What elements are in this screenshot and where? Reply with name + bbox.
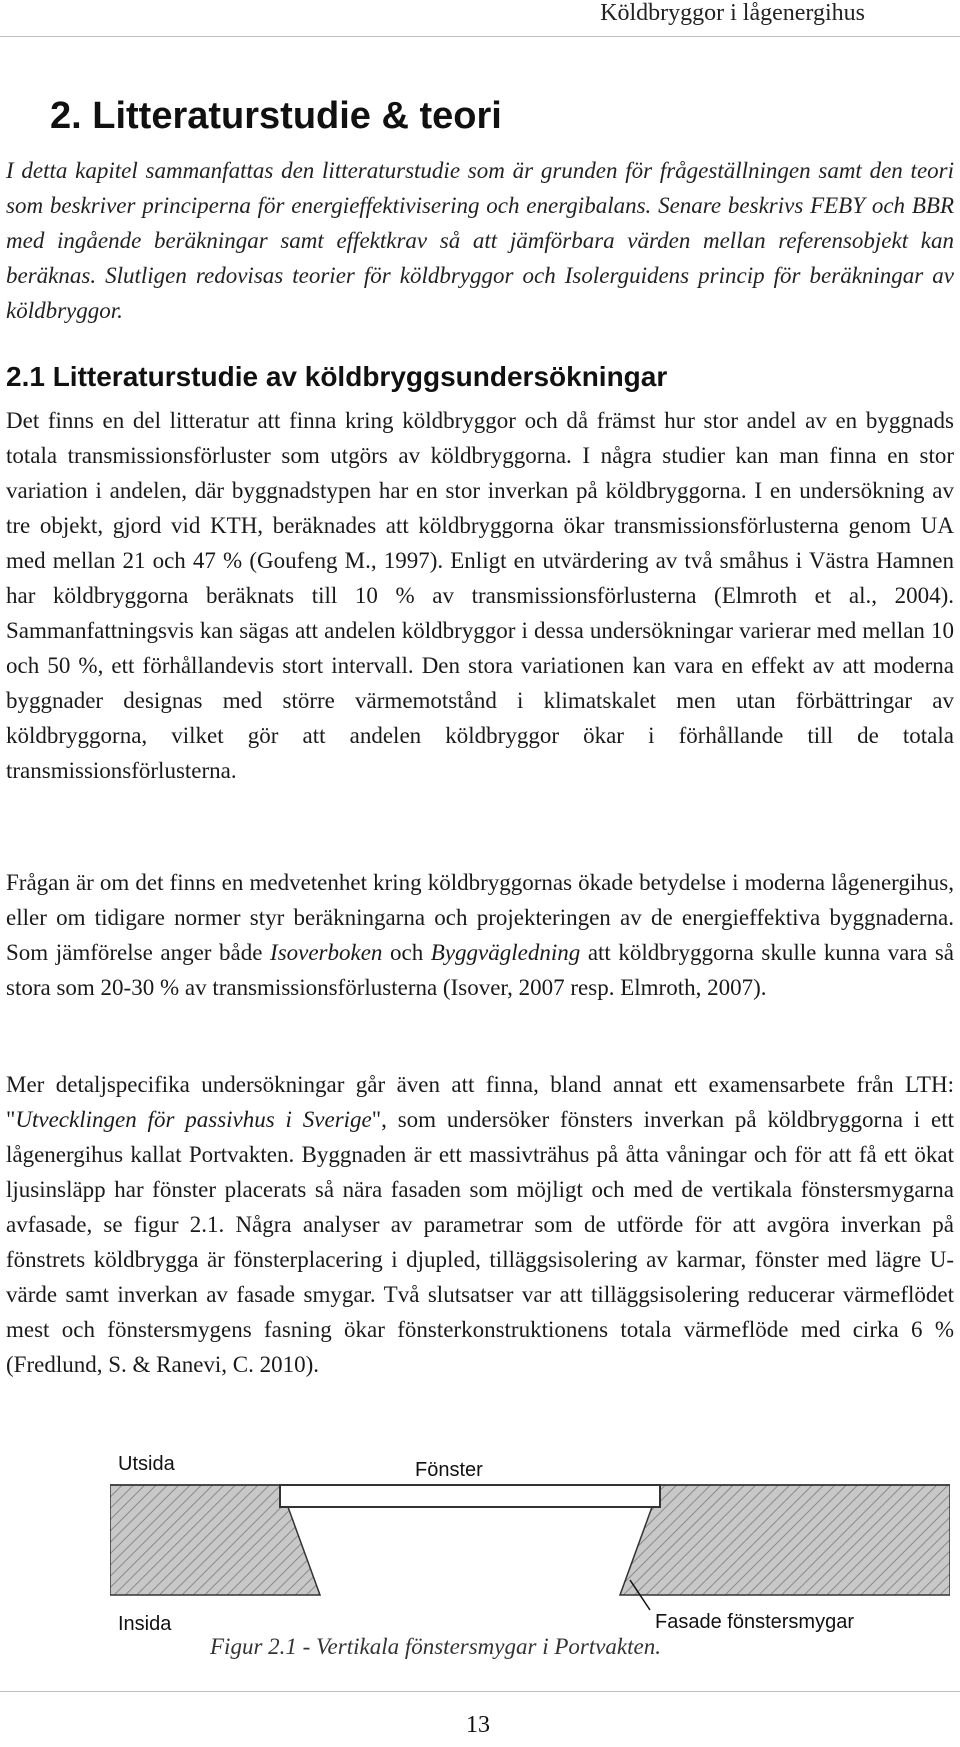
figure-caption: Figur 2.1 - Vertikala fönstersmygar i Portvakten. bbox=[210, 1634, 661, 1659]
paragraph-text: och bbox=[382, 940, 431, 965]
book-title-byggvagledning: Byggvägledning bbox=[430, 940, 581, 965]
footer-divider bbox=[0, 1691, 960, 1692]
book-title-isoverboken: Isoverboken bbox=[270, 940, 383, 965]
page-number: 13 bbox=[466, 1712, 490, 1738]
header-divider bbox=[0, 36, 960, 37]
window-frame bbox=[280, 1485, 660, 1507]
paragraph-text: Frågan är om det finns en medvetenhet kring köldbryggornas ökade betydelse i moderna lågenergihus, eller om tidigare normer styr beräkningarna och projekteringen av de energieffektiva byggnaderna. Som jämförelse anger både bbox=[6, 870, 954, 965]
wall-right bbox=[620, 1485, 950, 1595]
intro-paragraph: I detta kapitel sammanfattas den litteraturstudie som är grunden för frågeställningen samt den teori som beskriver principerna för energieffektivisering och energibalans. Senare beskrivs FEBY och BBR med ingående beräkningar samt effektkrav så att jämförbara värden mellan referensobjekt kan beräknas. Slutligen redovisas teorier för köldbryggor och Isolerguidens princip för beräkningar av köldbryggor. bbox=[6, 158, 954, 323]
chapter-title: 2. Litteraturstudie & teori bbox=[50, 95, 502, 137]
body-paragraph-2 bbox=[6, 865, 954, 1005]
body-paragraph-1: Det finns en del litteratur att finna kring köldbryggor och då främst hur stor andel av en byggnads totala transmissionsförluster som utgörs av köldbryggorna. I några studier kan man finna en stor variation i andelen, där byggnadstypen har en stor inverkan på köldbryggorna. I en undersökning av tre objekt, gjord vid KTH, beräknades att köldbryggorna ökar transmissionsförlusterna genom UA med mellan 21 och 47 % (Goufeng M., 1997). Enligt en utvärdering av två småhus i Västra Hamnen har köldbryggorna beräknats till 10 % av transmissionsförlusterna (Elmroth et al., 2004). Sammanfattningsvis kan sägas att andelen köldbryggor i dessa undersökningar varierar med mellan 10 och 50 %, ett förhållandevis stort intervall. Den stora variationen kan vara en effekt av att moderna byggnader designas med större värmemotstånd i klimatskalet men utan förbättringar av köldbryggorna, vilket gör att andelen köldbryggor ökar i förhållande till de totala transmissionsförlusterna. bbox=[6, 408, 954, 783]
body-paragraph-3 bbox=[6, 1067, 954, 1382]
paragraph-text: ", som undersöker fönsters inverkan på köldbryggorna i ett lågenergihus kallat Portvakten. Byggnaden är ett massivträhus på åtta våningar och för att få ett ökat ljusinsläpp har fönster placerats så nära fasaden som möjligt och med de vertikala fönstersmygarna avfasade, se figur 2.1. Några analyser av parametrar som de utförde för att avgöra inverkan på fönstrets köldbrygga är fönsterplacering i djupled, tilläggsisolering av karmar, fönster med lägre U-värde samt inverkan av fasade smygar. Två slutsatser var att tilläggsisolering reducerar värmeflödet mest och fönstersmygens fasning ökar fönsterkonstruktionens totala värmeflöde med cirka 6 % (Fredlund, S. & Ranevi, C. 2010). bbox=[6, 1107, 954, 1377]
label-inside: Insida bbox=[118, 1613, 172, 1635]
paragraph-text: Mer detaljspecifika undersökningar går även att finna, bland annat ett examensarbete från LTH: " bbox=[6, 1072, 954, 1132]
label-outside: Utsida bbox=[118, 1453, 175, 1475]
label-chamfered-reveal: Fasade fönstersmygar bbox=[655, 1611, 854, 1633]
label-window: Fönster bbox=[415, 1459, 483, 1481]
section-title: 2.1 Litteraturstudie av köldbryggsundersökningar bbox=[6, 361, 668, 392]
thesis-title: Utvecklingen för passivhus i Sverige bbox=[15, 1107, 372, 1132]
figure-window-reveal bbox=[110, 1440, 950, 1640]
paragraph-text: att köldbryggorna skulle kunna vara så stora som 20-30 % av transmissionsförlusterna (Isover, 2007 resp. Elmroth, 2007). bbox=[6, 940, 954, 1000]
running-header: Köldbryggor i lågenergihus bbox=[600, 0, 865, 26]
